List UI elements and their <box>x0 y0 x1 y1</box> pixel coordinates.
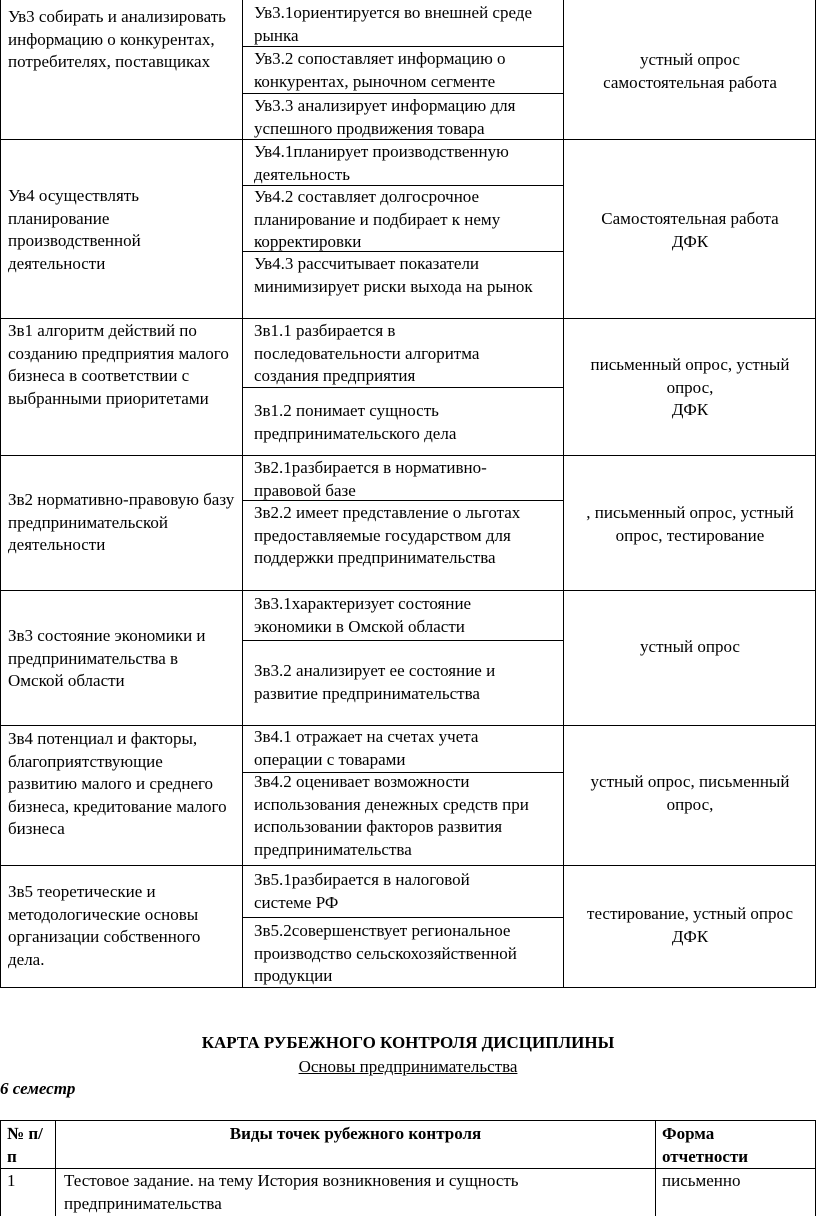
control-form-cell: письменный опрос, устный опрос, ДФК <box>590 355 790 419</box>
header-kinds: Виды точек рубежного контроля <box>229 1124 482 1143</box>
skill-cell: Зв2 нормативно-правовую базу предпринимательской деятельности <box>8 490 235 554</box>
indicator-cell: Зв3.1характеризует состояние экономики в Омской области <box>254 594 472 636</box>
indicator-cell: Ув3.1ориентируется во внешней среде рынка <box>254 3 532 45</box>
control-form-cell: тестирование, устный опрос ДФК <box>587 904 793 946</box>
indicator-cell: Ув4.2 составляет долгосрочное планирование и подбирает к нему корректировки <box>254 187 501 251</box>
control-form-cell: устный опрос <box>640 637 740 656</box>
indicator-cell: Зв4.1 отражает на счетах учета операции с товарами <box>254 727 479 769</box>
semester-label: 6 семестр <box>0 1079 76 1098</box>
table-row-kind: Тестовое задание. на тему История возникновения и сущность предпринимательства <box>64 1171 519 1213</box>
page-title: КАРТА РУБЕЖНОГО КОНТРОЛЯ ДИСЦИПЛИНЫ <box>201 1033 615 1052</box>
indicator-cell: Зв2.2 имеет представление о льготах предоставляемые государством для поддержки предпринимательства <box>254 503 521 567</box>
discipline-subtitle: Основы предпринимательства <box>298 1057 518 1076</box>
indicator-cell: Ув4.1планирует производственную деятельность <box>254 142 509 184</box>
header-num: № п/п <box>7 1124 43 1166</box>
control-form-cell: устный опрос, письменный опрос, <box>590 772 790 814</box>
skill-cell: Зв4 потенциал и факторы, благоприятствующие развитию малого и среднего бизнеса, кредитование малого бизнеса <box>8 729 227 838</box>
indicator-cell: Зв1.1 разбирается в последовательности алгоритма создания предприятия <box>254 321 480 385</box>
control-form-cell: , письменный опрос, устный опрос, тестирование <box>586 503 794 545</box>
control-form-cell: Самостоятельная работа ДФК <box>601 209 779 251</box>
indicator-cell: Ув3.2 сопоставляет информацию о конкурентах, рыночном сегменте <box>254 49 506 91</box>
indicator-cell: Ув3.3 анализирует информацию для успешного продвижения товара <box>254 96 516 138</box>
indicator-cell: Ув4.3 рассчитывает показатели минимизирует риски выхода на рынок <box>254 254 533 296</box>
skill-cell: Ув4 осуществлять планирование производственной деятельности <box>8 186 141 273</box>
skill-cell: Зв1 алгоритм действий по созданию предприятия малого бизнеса в соответствии с выбранными приоритетами <box>8 321 229 408</box>
indicator-cell: Зв5.2совершенствует региональное производство сельскохозяйственной продукции <box>254 921 517 985</box>
skill-cell: Зв5 теоретические и методологические основы организации собственного дела. <box>8 882 201 969</box>
skill-cell: Зв3 состояние экономики и предпринимательства в Омской области <box>8 626 206 690</box>
indicator-cell: Зв5.1разбирается в налоговой системе РФ <box>254 870 470 912</box>
indicator-cell: Зв2.1разбирается в нормативно-правовой базе <box>254 458 487 500</box>
skill-cell: Ув3 собирать и анализировать информацию о конкурентах, потребителях, поставщиках <box>8 7 226 71</box>
table-row-form: письменно <box>662 1171 741 1190</box>
header-form: Форма отчетности <box>662 1124 749 1166</box>
control-form-cell: устный опрос самостоятельная работа <box>603 50 777 92</box>
indicator-cell: Зв3.2 анализирует ее состояние и развитие предпринимательства <box>254 661 496 703</box>
indicator-cell: Зв1.2 понимает сущность предпринимательского дела <box>254 401 457 443</box>
table-row-num: 1 <box>7 1171 16 1190</box>
indicator-cell: Зв4.2 оценивает возможности использования денежных средств при использовании факторов развития предпринимательства <box>254 772 529 859</box>
